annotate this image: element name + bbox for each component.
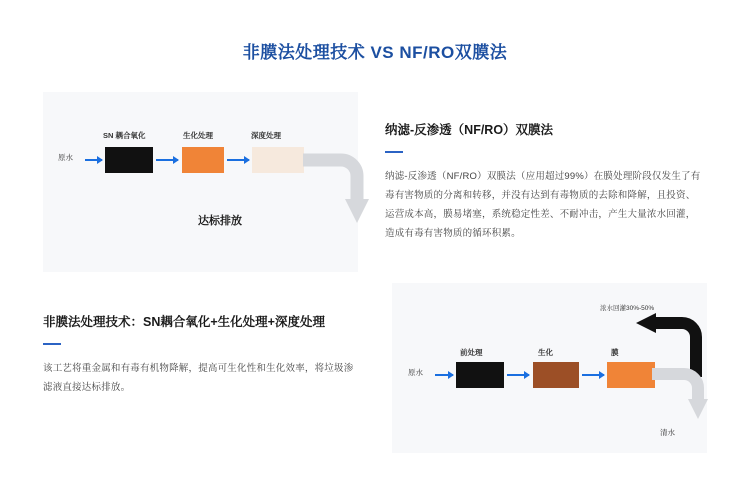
inlet-label-raw-water: 原水 bbox=[58, 153, 73, 162]
process-box-membrane bbox=[607, 362, 655, 388]
node-label-advanced: 深度处理 bbox=[251, 131, 281, 140]
diagram-card-non-membrane bbox=[43, 92, 358, 272]
text-block-non-membrane bbox=[43, 314, 363, 397]
flow-arrow-1 bbox=[85, 159, 102, 161]
outlet-label-compliant-discharge: 达标排放 bbox=[198, 215, 242, 227]
inlet-label-raw-water-2: 原水 bbox=[408, 368, 423, 377]
block-right-heading: 纳滤-反渗透（NF/RO）双膜法 bbox=[385, 123, 554, 137]
process-box-sn-oxidation bbox=[105, 147, 153, 173]
page-title: 非膜法处理技术 VS NF/RO双膜法 bbox=[242, 43, 508, 62]
flow-arrow-b2 bbox=[507, 374, 529, 376]
accent-rule-right bbox=[385, 151, 403, 154]
node-label-sn-oxidation: SN 耦合氧化 bbox=[103, 131, 146, 140]
accent-rule-left bbox=[43, 343, 61, 346]
outlet-label-clean-water: 清水 bbox=[660, 428, 675, 437]
node-label-membrane: 膜 bbox=[611, 348, 619, 357]
node-label-pretreatment: 前处理 bbox=[460, 348, 483, 357]
return-label-concentrate: 浓水回灌30%-50% bbox=[600, 305, 655, 312]
flow-arrow-3 bbox=[227, 159, 249, 161]
block-left-heading: 非膜法处理技术：SN耦合氧化+生化处理+深度处理 bbox=[43, 315, 325, 329]
flow-arrow-2 bbox=[156, 159, 178, 161]
block-left-body: 该工艺将重金属和有毒有机物降解，提高可生化性和生化效率，将垃圾渗滤液直接达标排放。 bbox=[43, 363, 354, 393]
block-right-body: 纳滤-反渗透（NF/RO）双膜法（应用超过99%）在膜处理阶段仅发生了有毒有害物质的分离和转移，并没有达到有毒物质的去除和降解，且投资、运营成本高，膜易堵塞，系统稳定性差、不耐冲击，产生大量浓水回灌，造成有毒有害物质的循环积累。 bbox=[385, 171, 701, 239]
process-box-advanced bbox=[252, 147, 304, 173]
clean-water-arrow bbox=[650, 361, 710, 432]
discharge-arrow bbox=[301, 147, 369, 238]
text-block-nf-ro bbox=[385, 122, 705, 243]
diagram-card-nf-ro bbox=[392, 283, 707, 453]
node-label-bio: 生化 bbox=[538, 348, 553, 357]
flow-arrow-b3 bbox=[582, 374, 604, 376]
process-box-pretreatment bbox=[456, 362, 504, 388]
flow-arrow-b1 bbox=[435, 374, 453, 376]
process-box-bio bbox=[533, 362, 579, 388]
node-label-biochemical: 生化处理 bbox=[183, 131, 213, 140]
process-box-biochemical bbox=[182, 147, 224, 173]
